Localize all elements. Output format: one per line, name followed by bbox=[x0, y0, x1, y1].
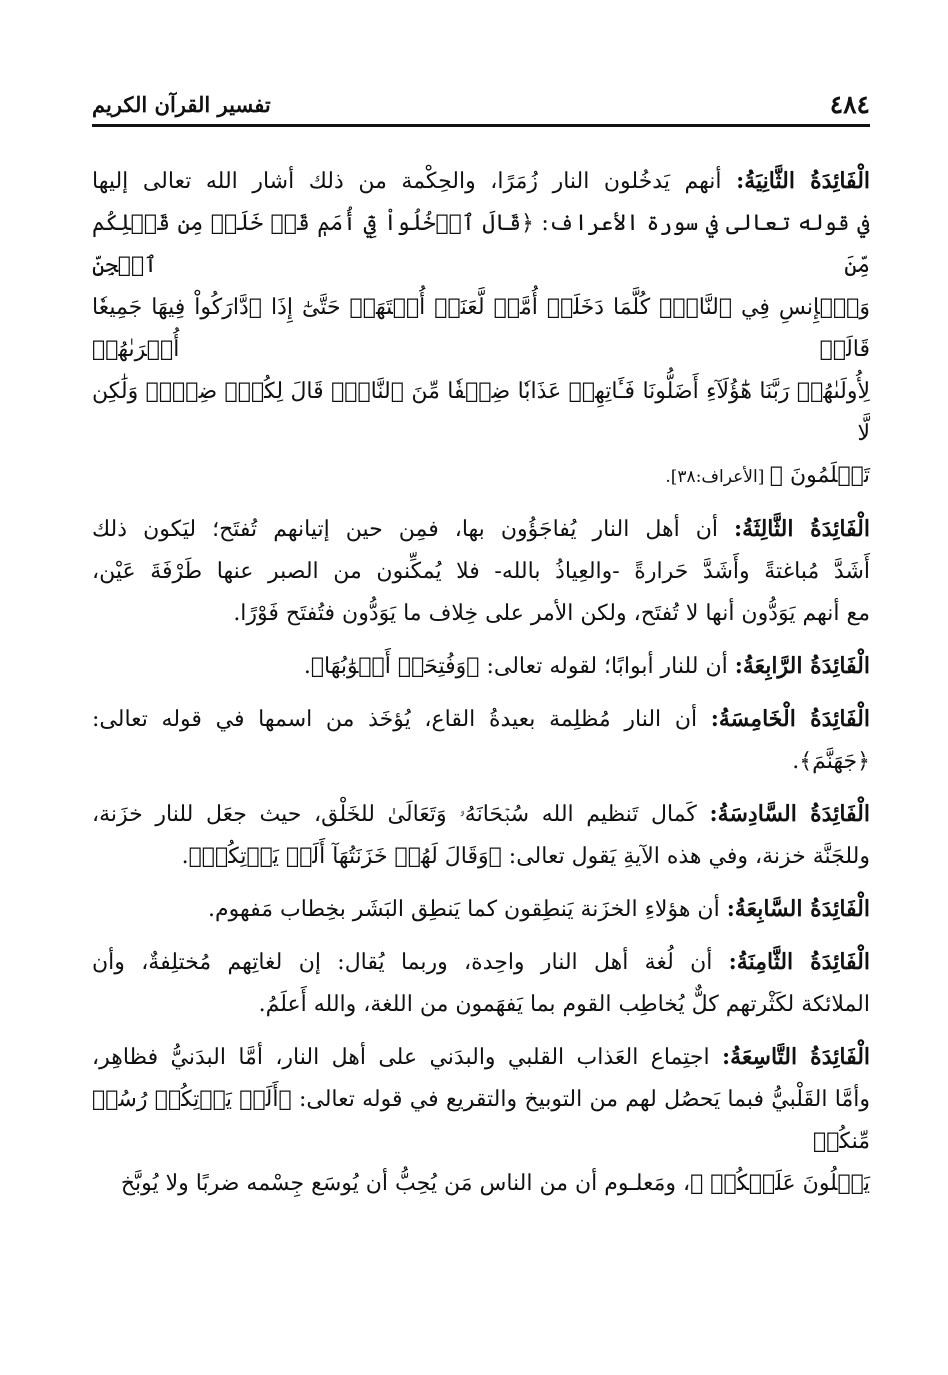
paragraph bbox=[92, 888, 870, 931]
benefit-heading: الْفَائِدَةُ التَّاسِعَةُ: bbox=[722, 1044, 871, 1070]
text-line: الْفَائِدَةُ الثَّالِثَةُ: أن أهل النار يُفاجَؤُون بها، فمِن حين إتيانهم تُفتَح؛ ليَكون ذلك bbox=[92, 516, 870, 542]
page-body bbox=[92, 160, 870, 1215]
page-header bbox=[92, 88, 870, 124]
paragraph bbox=[92, 508, 870, 635]
text-line: يَتۡلُونَ عَلَيۡكُمۡ ﴾، ومَعلـوم أن من الناس مَن يُحِبُّ أن يُوسَع جِسْمه ضربًا ولا يُوبَّخ bbox=[120, 1171, 870, 1196]
verse-reference: [الأعراف:٣٨]. bbox=[665, 467, 770, 487]
text-line: الْفَائِدَةُ الرَّابِعَةُ: أن للنار أبوابًا؛ لقوله تعالى: ﴿وَفُتِحَتۡ أَبۡوَٰبُهَا﴾. bbox=[303, 653, 870, 679]
paragraph bbox=[92, 645, 870, 688]
text-line: في قوله تعالى في سورة الأعراف: ﴿قَالَ ٱدۡخُلُواْ فِيٓ أُمَمٖ قَدۡ خَلَتۡ مِن قَبۡلِكُم مِّنَ ٱلۡجِنِّ bbox=[92, 211, 870, 278]
benefit-heading: الْفَائِدَةُ السَّابِعَةُ: bbox=[726, 896, 870, 922]
text-line: الْفَائِدَةُ السَّابِعَةُ: أن هؤلاءِ الخزَنة يَنطِقون كما يَنطِق البَشَر بخِطاب مَفهوم. bbox=[208, 896, 870, 922]
text-line: الْفَائِدَةُ الْخَامِسَةُ: أن النار مُظلِمة بعيدةُ القاع، يُؤخَذ من اسمها في قوله تعالى: bbox=[92, 706, 870, 732]
benefit-heading: الْفَائِدَةُ السَّادِسَةُ: bbox=[709, 801, 870, 827]
book-title: تفسير القرآن الكريم bbox=[92, 92, 271, 117]
benefit-heading: الْفَائِدَةُ الْخَامِسَةُ: bbox=[710, 706, 870, 732]
benefit-heading: الْفَائِدَةُ الثَّانِيَةُ: bbox=[736, 168, 871, 194]
text-line: الْفَائِدَةُ الثَّانِيَةُ: أنهم يَدخُلون النار زُمَرًا، والحِكْمة من ذلك أشار الله تعالى إليها bbox=[92, 168, 871, 194]
text-line: وللجَنَّة خزنة، وفي هذه الآيةِ يَقول تعالى: ﴿وَقَالَ لَهُمۡ خَزَنَتُهَآ أَلَمۡ يَأۡتِكُمۡ﴾. bbox=[181, 844, 870, 869]
text-line: الملائكة لكَثْرتهم كلٌّ يُخاطِب القوم بما يَفهَمون من اللغة، والله أَعلَمُ. bbox=[258, 992, 870, 1017]
text-line: لِأُولَىٰهُمۡ رَبَّنَا هَٰٓؤُلَآءِ أَضَلُّونَا فَـَٔاتِهِمۡ عَذَابٗا ضِعۡفٗا مِّنَ ٱلنَّارِۖ قَالَ لِكُلّٖ ضِعۡفٞ وَلَٰكِن لَّا bbox=[92, 379, 870, 446]
text-line: مع أنهم يَوَدُّون أنها لا تُفتَح، ولكن الأمر على خِلاف ما يَوَدُّون فتُفتَح فَوْرًا. bbox=[233, 601, 870, 626]
text-line: ﴿جَهَنَّمَ﴾. bbox=[792, 749, 870, 774]
paragraph bbox=[92, 793, 870, 878]
text-line: أَشَدَّ مُباغتةً وأَشَدَّ حَرارةً -والعِياذُ بالله- فلا يُمكِّنون من الصبر عنها طَرْفَةَ عَيْن، bbox=[92, 559, 870, 584]
page-number: ٤٨٤ bbox=[829, 90, 870, 119]
text-line: تَعۡلَمُونَ ﴾ [الأعراف:٣٨]. bbox=[665, 463, 870, 488]
paragraph bbox=[92, 1036, 870, 1205]
text-line: وَٱلۡإِنسِ فِي ٱلنَّارِۖ كُلَّمَا دَخَلَتۡ أُمَّةٞ لَّعَنَتۡ أُخۡتَهَاۖ حَتَّىٰٓ إِذَا ٱدَّارَكُواْ فِيهَا جَمِيعٗا قَالَتۡ أُخۡرَىٰهُمۡ bbox=[92, 295, 870, 362]
benefit-heading: الْفَائِدَةُ الثَّالِثَةُ: bbox=[734, 516, 870, 542]
text-line: الْفَائِدَةُ التَّاسِعَةُ: اجتِماع العَذاب القلبي والبدَني على أهل النار، أمَّا البدَنيُّ فظاهِر، bbox=[92, 1044, 871, 1070]
paragraph bbox=[92, 698, 870, 783]
text-line: الْفَائِدَةُ الثَّامِنَةُ: أن لُغة أهل النار واحِدة، وربما يُقال: إن لغاتِهم مُختلِفةٌ، وأن bbox=[92, 949, 870, 975]
text-line: وأمَّا القَلْبيُّ فبما يَحصُل لهم من التوبيخ والتقريع في قوله تعالى: ﴿أَلَمۡ يَأۡتِكُمۡ رُسُلٞ مِّنكُمۡ bbox=[92, 1087, 870, 1154]
benefit-heading: الْفَائِدَةُ الثَّامِنَةُ: bbox=[728, 949, 870, 975]
paragraph bbox=[92, 160, 870, 498]
paragraph bbox=[92, 941, 870, 1026]
header-divider bbox=[92, 124, 870, 127]
text-line: الْفَائِدَةُ السَّادِسَةُ: كَمال تَنظيم الله سُبۡحَانَهُۥ وَتَعَالَىٰ للخَلْق، حيث جعَل للنار خزَنة، bbox=[92, 801, 870, 827]
benefit-heading: الْفَائِدَةُ الرَّابِعَةُ: bbox=[734, 653, 870, 679]
